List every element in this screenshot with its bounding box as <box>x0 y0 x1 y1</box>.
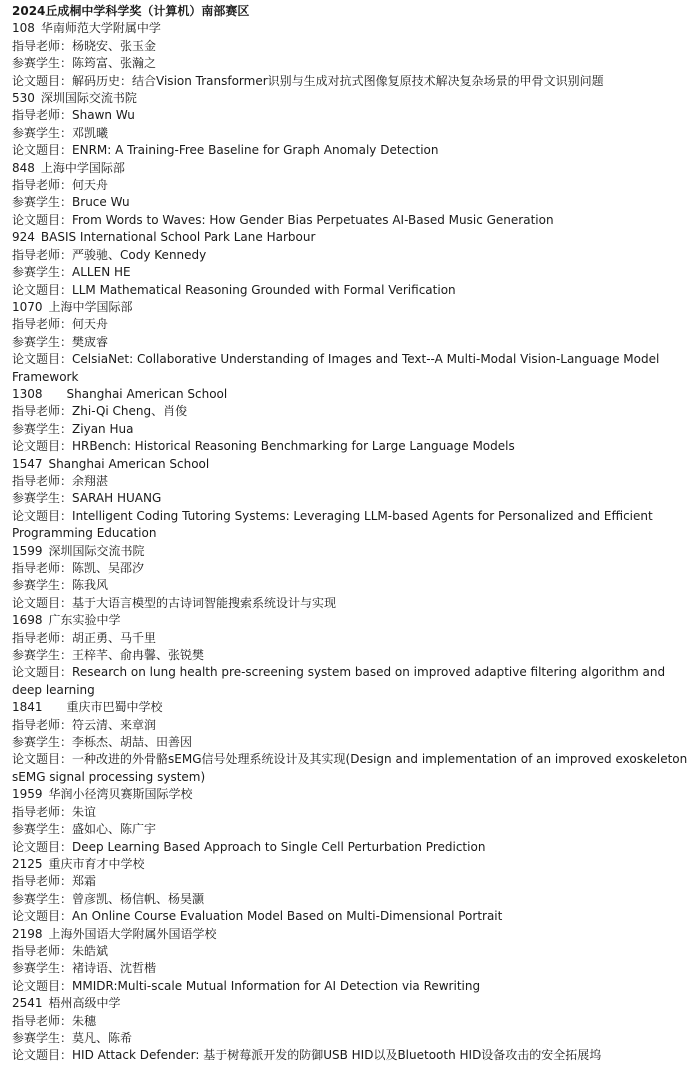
entry-paper-value: ENRM: A Training-Free Baseline for Graph Anomaly Detection <box>72 143 439 158</box>
entry-paper-line <box>12 508 690 543</box>
entry-school: 重庆市育才中学校 <box>48 856 145 871</box>
entry-advisor-label: 指导老师 ： <box>12 39 72 53</box>
entry-paper-label: 论文题目 ： <box>12 509 72 523</box>
entry-students-label: 参赛学生 ： <box>12 892 72 906</box>
entry-paper-value: Deep Learning Based Approach to Single Cell Perturbation Prediction <box>72 839 486 854</box>
entry-advisor-label: 指导老师 ： <box>12 1014 72 1028</box>
entry-header <box>12 699 690 716</box>
entry-paper-line <box>12 212 690 229</box>
entry-paper-label: 论文题目 ： <box>12 665 72 679</box>
entry-advisor-line <box>12 804 690 821</box>
entry <box>12 926 690 996</box>
entry-paper-line <box>12 595 690 612</box>
entry-students-line <box>12 960 690 977</box>
entry-students-label: 参赛学生 ： <box>12 1031 72 1045</box>
entry-advisor-value: 何天舟 <box>72 317 109 332</box>
entry-id: 530 <box>12 91 35 106</box>
entry-advisor-label: 指导老师 ： <box>12 944 72 958</box>
entry-students-value: ALLEN HE <box>72 265 131 280</box>
entry-students-line <box>12 734 690 751</box>
entry-students-label: 参赛学生 ： <box>12 265 72 279</box>
entry-id: 2198 <box>12 926 43 941</box>
entry <box>12 160 690 230</box>
entry-advisor-label: 指导老师 ： <box>12 248 72 262</box>
entry-advisor-value: Shawn Wu <box>72 108 135 123</box>
entry-header <box>12 229 690 246</box>
entry-school: 重庆市巴蜀中学校 <box>66 700 163 715</box>
entry-paper-label: 论文题目 ： <box>12 909 72 923</box>
entry-advisor-value: 郑霜 <box>72 874 97 889</box>
entry-paper-line <box>12 438 690 455</box>
entry-school: 上海外国语大学附属外国语学校 <box>48 926 217 941</box>
entry-students-line <box>12 577 690 594</box>
entry-header <box>12 612 690 629</box>
entry-header <box>12 995 690 1012</box>
entry-advisor-label: 指导老师 ： <box>12 474 72 488</box>
entry-id: 108 <box>12 21 35 36</box>
entry-header <box>12 299 690 316</box>
entry-advisor-line <box>12 560 690 577</box>
entry-students-label: 参赛学生 ： <box>12 126 72 140</box>
entry-header <box>12 543 690 560</box>
entry-id: 2541 <box>12 996 43 1011</box>
entry-advisor-value: 杨晓安、张玉金 <box>72 38 157 53</box>
entry-paper-value: From Words to Waves: How Gender Bias Perpetuates AI-Based Music Generation <box>72 212 554 227</box>
entry-paper-value: MMIDR:Multi-scale Mutual Information for AI Detection via Rewriting <box>72 978 481 993</box>
entry-paper-label: 论文题目 ： <box>12 352 72 366</box>
entry-header <box>12 160 690 177</box>
entry-advisor-value: 朱谊 <box>72 804 97 819</box>
entry-advisor-value: 胡正勇、马千里 <box>72 630 157 645</box>
entry-advisor-label: 指导老师 ： <box>12 317 72 331</box>
entry-paper-value: CelsiaNet: Collaborative Understanding of Images and Text--A Multi-Modal Vision-Language Model Framework <box>12 352 660 384</box>
entry-advisor-label: 指导老师 ： <box>12 718 72 732</box>
entry-advisor-value: 符云清、来章润 <box>72 717 157 732</box>
entry-header <box>12 90 690 107</box>
entry-paper-label: 论文题目 ： <box>12 979 72 993</box>
entry-paper-line <box>12 142 690 159</box>
entry <box>12 856 690 926</box>
entry-students-value: 陈筠富、张瀚之 <box>72 56 157 71</box>
entry-students-label: 参赛学生 ： <box>12 335 72 349</box>
entry-paper-line <box>12 908 690 925</box>
entry-paper-value: Intelligent Coding Tutoring Systems: Leveraging LLM-based Agents for Personalized and Efficient Programming Education <box>12 508 653 541</box>
entry-students-value: 盛如心、陈广宇 <box>72 822 157 837</box>
entry-students-line <box>12 821 690 838</box>
entry-id: 848 <box>12 160 35 175</box>
entry-students-value: 邓凯曦 <box>72 125 109 140</box>
entry-students-label: 参赛学生 ： <box>12 648 72 662</box>
entry-id: 1698 <box>12 613 43 628</box>
entry-id: 924 <box>12 230 35 245</box>
entry-advisor-label: 指导老师 ： <box>12 874 72 888</box>
entry-advisor-line <box>12 473 690 490</box>
entry-students-value: SARAH HUANG <box>72 491 162 506</box>
entry-students-label: 参赛学生 ： <box>12 961 72 975</box>
entry <box>12 20 690 90</box>
entry-school: Shanghai American School <box>48 456 210 471</box>
entry <box>12 612 690 699</box>
entry-paper-line <box>12 978 690 995</box>
entry-students-label: 参赛学生 ： <box>12 578 72 592</box>
entry-paper-label: 论文题目 ： <box>12 213 72 227</box>
entry-school: 华南师范大学附属中学 <box>40 21 161 36</box>
entry-students-line <box>12 194 690 211</box>
entry-students-line <box>12 264 690 281</box>
entry-list <box>12 20 690 1064</box>
entry-students-value: 王梓芊、俞冉馨、张锐樊 <box>72 648 205 663</box>
entry-advisor-label: 指导老师 ： <box>12 404 72 418</box>
entry-school: BASIS International School Park Lane Harbour <box>40 230 316 245</box>
entry-advisor-value: 陈凯、吴邵汐 <box>72 561 145 575</box>
entry-paper-value: HRBench: Historical Reasoning Benchmarking for Large Language Models <box>72 439 515 454</box>
entry-school: 华润小径湾贝赛斯国际学校 <box>48 787 193 802</box>
entry-advisor-line <box>12 38 690 55</box>
entry-advisor-line <box>12 403 690 420</box>
entry-id: 1308 <box>12 386 43 401</box>
entry-advisor-line <box>12 873 690 890</box>
entry-students-value: 莫凡、陈希 <box>72 1030 133 1045</box>
entry <box>12 995 690 1065</box>
entry-id: 1959 <box>12 787 43 802</box>
entry-paper-value: An Online Course Evaluation Model Based on Multi-Dimensional Portrait <box>72 909 503 924</box>
entry-paper-line <box>12 839 690 856</box>
entry-paper-label: 论文题目 ： <box>12 596 72 610</box>
entry-paper-line <box>12 282 690 299</box>
entry-students-value: 李栎杰、胡喆、田善因 <box>72 735 193 750</box>
entry-advisor-line <box>12 177 690 194</box>
entry-students-label: 参赛学生 ： <box>12 735 72 749</box>
entry-paper-label: 论文题目 ： <box>12 840 72 854</box>
entry-paper-label: 论文题目 ： <box>12 752 72 766</box>
entry-id: 1547 <box>12 456 43 471</box>
entry <box>12 299 690 386</box>
entry-paper-line <box>12 351 690 386</box>
entry-id: 1841 <box>12 700 43 715</box>
entry-students-line <box>12 125 690 142</box>
entry-advisor-line <box>12 943 690 960</box>
entry-students-value: 陈我风 <box>72 578 109 593</box>
entry-advisor-label: 指导老师 ： <box>12 108 72 122</box>
entry-advisor-label: 指导老师 ： <box>12 561 72 575</box>
entry-paper-value: 基于大语言模型的古诗词智能搜索系统设计与实现 <box>72 595 337 610</box>
entry-students-line <box>12 891 690 908</box>
entry-students-label: 参赛学生 ： <box>12 491 72 505</box>
entry-advisor-value: 何天舟 <box>72 178 109 193</box>
entry-paper-value: LLM Mathematical Reasoning Grounded with Formal Verification <box>72 282 456 297</box>
entry-paper-label: 论文题目 ： <box>12 1048 72 1062</box>
entry-header <box>12 926 690 943</box>
entry-advisor-value: 严骏驰、Cody Kennedy <box>72 247 207 262</box>
entry-paper-label: 论文题目 ： <box>12 439 72 453</box>
entry-advisor-line <box>12 316 690 333</box>
entry-header <box>12 786 690 803</box>
entry <box>12 90 690 160</box>
entry <box>12 456 690 543</box>
entry-students-label: 参赛学生 ： <box>12 195 72 209</box>
entry-advisor-line <box>12 717 690 734</box>
entry-paper-value: HID Attack Defender: 基于树莓派开发的防御USB HID以及Bluetooth HID设备攻击的安全拓展坞 <box>72 1048 602 1063</box>
entry-header <box>12 456 690 473</box>
entry-paper-value: 一种改进的外骨骼sEMG信号处理系统设计及其实现(Design and implementation of an improved exoskeleton sEMG signal processing system) <box>12 752 688 784</box>
entry-students-value: Ziyan Hua <box>72 421 134 436</box>
entry-school: 上海中学国际部 <box>48 299 133 314</box>
entry-paper-value: Research on lung health pre-screening system based on improved adaptive filtering algorithm and deep learning <box>12 665 666 697</box>
entry-advisor-line <box>12 247 690 264</box>
entry-id: 1599 <box>12 543 43 558</box>
entry-paper-line <box>12 73 690 90</box>
entry-id: 1070 <box>12 299 43 314</box>
entry-school: 广东实验中学 <box>48 613 121 628</box>
entry <box>12 229 690 299</box>
entry <box>12 386 690 456</box>
entry-students-line <box>12 334 690 351</box>
entry-students-value: 曾彦凯、杨信帆、杨昊灏 <box>72 891 205 906</box>
entry-advisor-line <box>12 630 690 647</box>
entry <box>12 699 690 786</box>
entry-advisor-label: 指导老师 ： <box>12 805 72 819</box>
entry-header <box>12 856 690 873</box>
entry-advisor-value: 朱皓斌 <box>72 943 109 958</box>
entry-advisor-value: 余翔湛 <box>72 473 109 488</box>
entry-advisor-label: 指导老师 ： <box>12 178 72 192</box>
entry-paper-label: 论文题目 ： <box>12 283 72 297</box>
entry-school: 梧州高级中学 <box>48 996 121 1011</box>
entry-students-label: 参赛学生 ： <box>12 56 72 70</box>
entry-students-value: Bruce Wu <box>72 195 130 210</box>
entry-advisor-line <box>12 107 690 124</box>
entry-students-line <box>12 647 690 664</box>
entry-advisor-value: Zhi-Qi Cheng、肖俊 <box>72 404 188 419</box>
entry-school: Shanghai American School <box>66 386 228 401</box>
entry-school: 深圳国际交流书院 <box>40 91 137 106</box>
page-title: 2024丘成桐中学科学奖（计算机）南部赛区 <box>12 4 250 18</box>
entry-students-value: 褚诗语、沈哲楷 <box>72 961 157 976</box>
entry-school: 深圳国际交流书院 <box>48 543 145 558</box>
entry-students-line <box>12 421 690 438</box>
entry-students-label: 参赛学生 ： <box>12 422 72 436</box>
entry-students-line <box>12 55 690 72</box>
entry-header <box>12 386 690 403</box>
entry-students-line <box>12 1030 690 1047</box>
entry-paper-label: 论文题目 ： <box>12 143 72 157</box>
entry-paper-line <box>12 664 690 699</box>
entry <box>12 786 690 856</box>
entry-advisor-line <box>12 1013 690 1030</box>
entry-header <box>12 20 690 37</box>
entry-id: 2125 <box>12 856 43 871</box>
entry-students-line <box>12 490 690 507</box>
entry-school: 上海中学国际部 <box>40 160 125 175</box>
entry-students-label: 参赛学生 ： <box>12 822 72 836</box>
entry-advisor-label: 指导老师 ： <box>12 631 72 645</box>
entry-students-value: 樊宬睿 <box>72 334 109 349</box>
entry-paper-value: 解码历史：结合Vision Transformer识别与生成对抗式图像复原技术解决复杂场景的甲骨文识别问题 <box>72 73 604 88</box>
entry-paper-label: 论文题目 ： <box>12 74 72 88</box>
entry-paper-line <box>12 751 690 786</box>
entry-advisor-value: 朱穗 <box>72 1013 97 1028</box>
entry <box>12 543 690 613</box>
entry-paper-line <box>12 1047 690 1064</box>
